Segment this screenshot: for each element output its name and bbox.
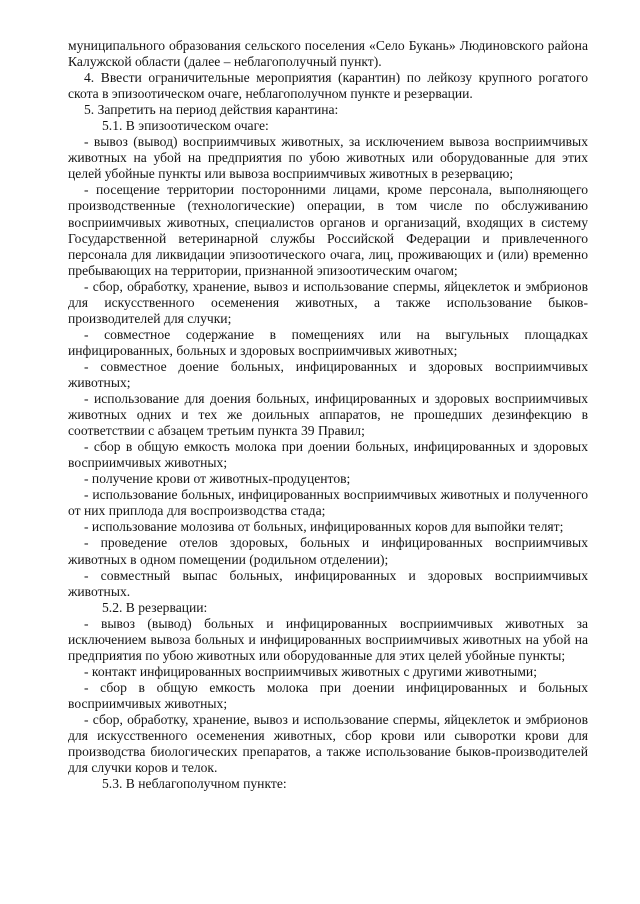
list-item: - использование больных, инфицированных восприимчивых животных и полученного от них приплода для воспроизводства стада; — [68, 487, 588, 519]
paragraph-item-5: 5. Запретить на период действия карантина: — [84, 102, 339, 118]
list-item: - получение крови от животных-продуцентов; — [84, 471, 351, 487]
list-item: - сбор, обработку, хранение, вывоз и использование спермы, яйцеклеток и эмбрионов для искусственного осеменения животных, сбор крови или сыворотки крови для производства биологических препаратов, а также использование быков-производителей для случки коров и телок. — [68, 711, 588, 776]
list-item: - совместное содержание в помещениях или на выгульных площадках инфицированных, больных и здоровых восприимчивых животных; — [68, 326, 588, 358]
list-item: - вывоз (вывод) больных и инфицированных восприимчивых животных за исключением вывоза больных и инфицированных восприимчивых животных на убой на предприятия по убою животных или оборудованные для этих целей убойные пункты; — [68, 615, 588, 663]
document-page — [68, 38, 588, 792]
subheading-5-1: 5.1. В эпизоотическом очаге: — [102, 118, 269, 134]
subheading-5-2: 5.2. В резервации: — [102, 599, 208, 615]
list-item: - сбор в общую емкость молока при доении больных, инфицированных и здоровых восприимчивых животных; — [68, 439, 588, 471]
list-item: - посещение территории посторонними лицами, кроме персонала, выполняющего производственные (технологические) операции, в том числе по обслуживанию восприимчивых животных, специалистов органов и организаций, входящих в систему Государственной ветеринарной службы Российской Федерации и привлеченного персонала для ликвидации эпизоотического очага, лиц, проживающих и (или) временно пребывающих на территории, признанной эпизоотическим очагом; — [68, 182, 588, 278]
paragraph-item-4: 4. Ввести ограничительные мероприятия (карантин) по лейкозу крупного рогатого скота в эпизоотическом очаге, неблагополучном пункте и резервации. — [68, 70, 588, 102]
list-item: - сбор в общую емкость молока при доении инфицированных и больных восприимчивых животных; — [68, 679, 588, 711]
list-item: - контакт инфицированных восприимчивых животных с другими животными; — [84, 663, 537, 679]
list-item: - использование для доения больных, инфицированных и здоровых восприимчивых животных одних и тех же доильных аппаратов, не прошедших дезинфекцию в соответствии с абзацем третьим пункта 39 Правил; — [68, 391, 588, 439]
list-item: - использование молозива от больных, инфицированных коров для выпойки телят; — [84, 519, 564, 535]
list-item: - сбор, обработку, хранение, вывоз и использование спермы, яйцеклеток и эмбрионов для искусственного осеменения животных, а также использование быков-производителей для случки; — [68, 278, 588, 326]
subheading-5-3: 5.3. В неблагополучном пункте: — [102, 776, 287, 792]
list-item: - совместный выпас больных, инфицированных и здоровых восприимчивых животных. — [68, 567, 588, 599]
list-item: - проведение отелов здоровых, больных и инфицированных восприимчивых животных в одном помещении (родильном отделении); — [68, 535, 588, 567]
list-item: - совместное доение больных, инфицированных и здоровых восприимчивых животных; — [68, 358, 588, 390]
list-item: - вывоз (вывод) восприимчивых животных, за исключением вывоза восприимчивых животных на убой на предприятия по убою животных или оборудованные для этих целей убойные пункты или вывоза восприимчивых животных в резервацию; — [68, 134, 588, 182]
paragraph-continuation: муниципального образования сельского поселения «Село Букань» Людиновского района Калужской области (далее – неблагополучный пункт). — [68, 38, 588, 70]
